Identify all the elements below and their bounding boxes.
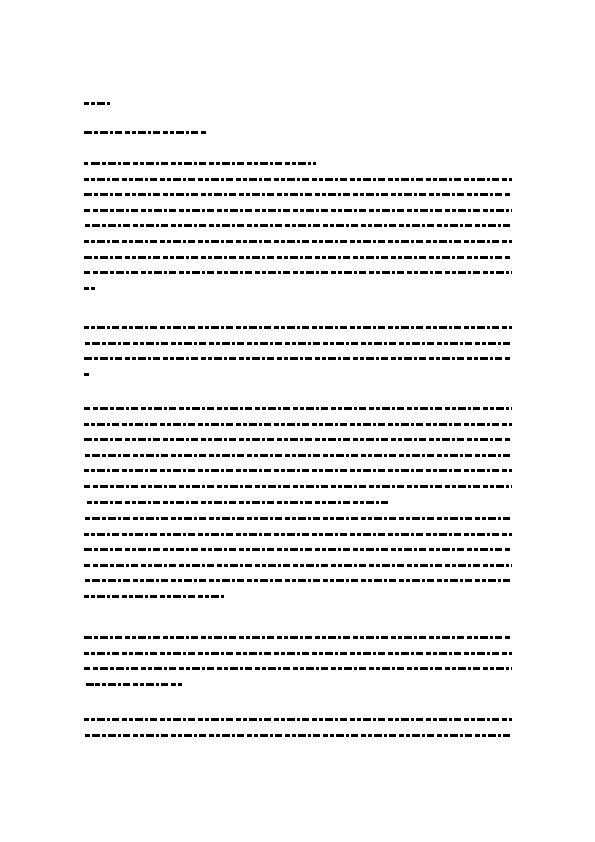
paragraph-heading	[84, 162, 316, 165]
header-date	[84, 102, 512, 118]
paragraph-2	[84, 326, 512, 388]
paragraph-3	[84, 407, 512, 516]
paragraph-5	[84, 636, 512, 698]
paragraph-6	[84, 718, 512, 749]
paragraph-1	[84, 162, 512, 302]
header-reference	[84, 131, 512, 147]
paragraph-4	[84, 517, 512, 611]
